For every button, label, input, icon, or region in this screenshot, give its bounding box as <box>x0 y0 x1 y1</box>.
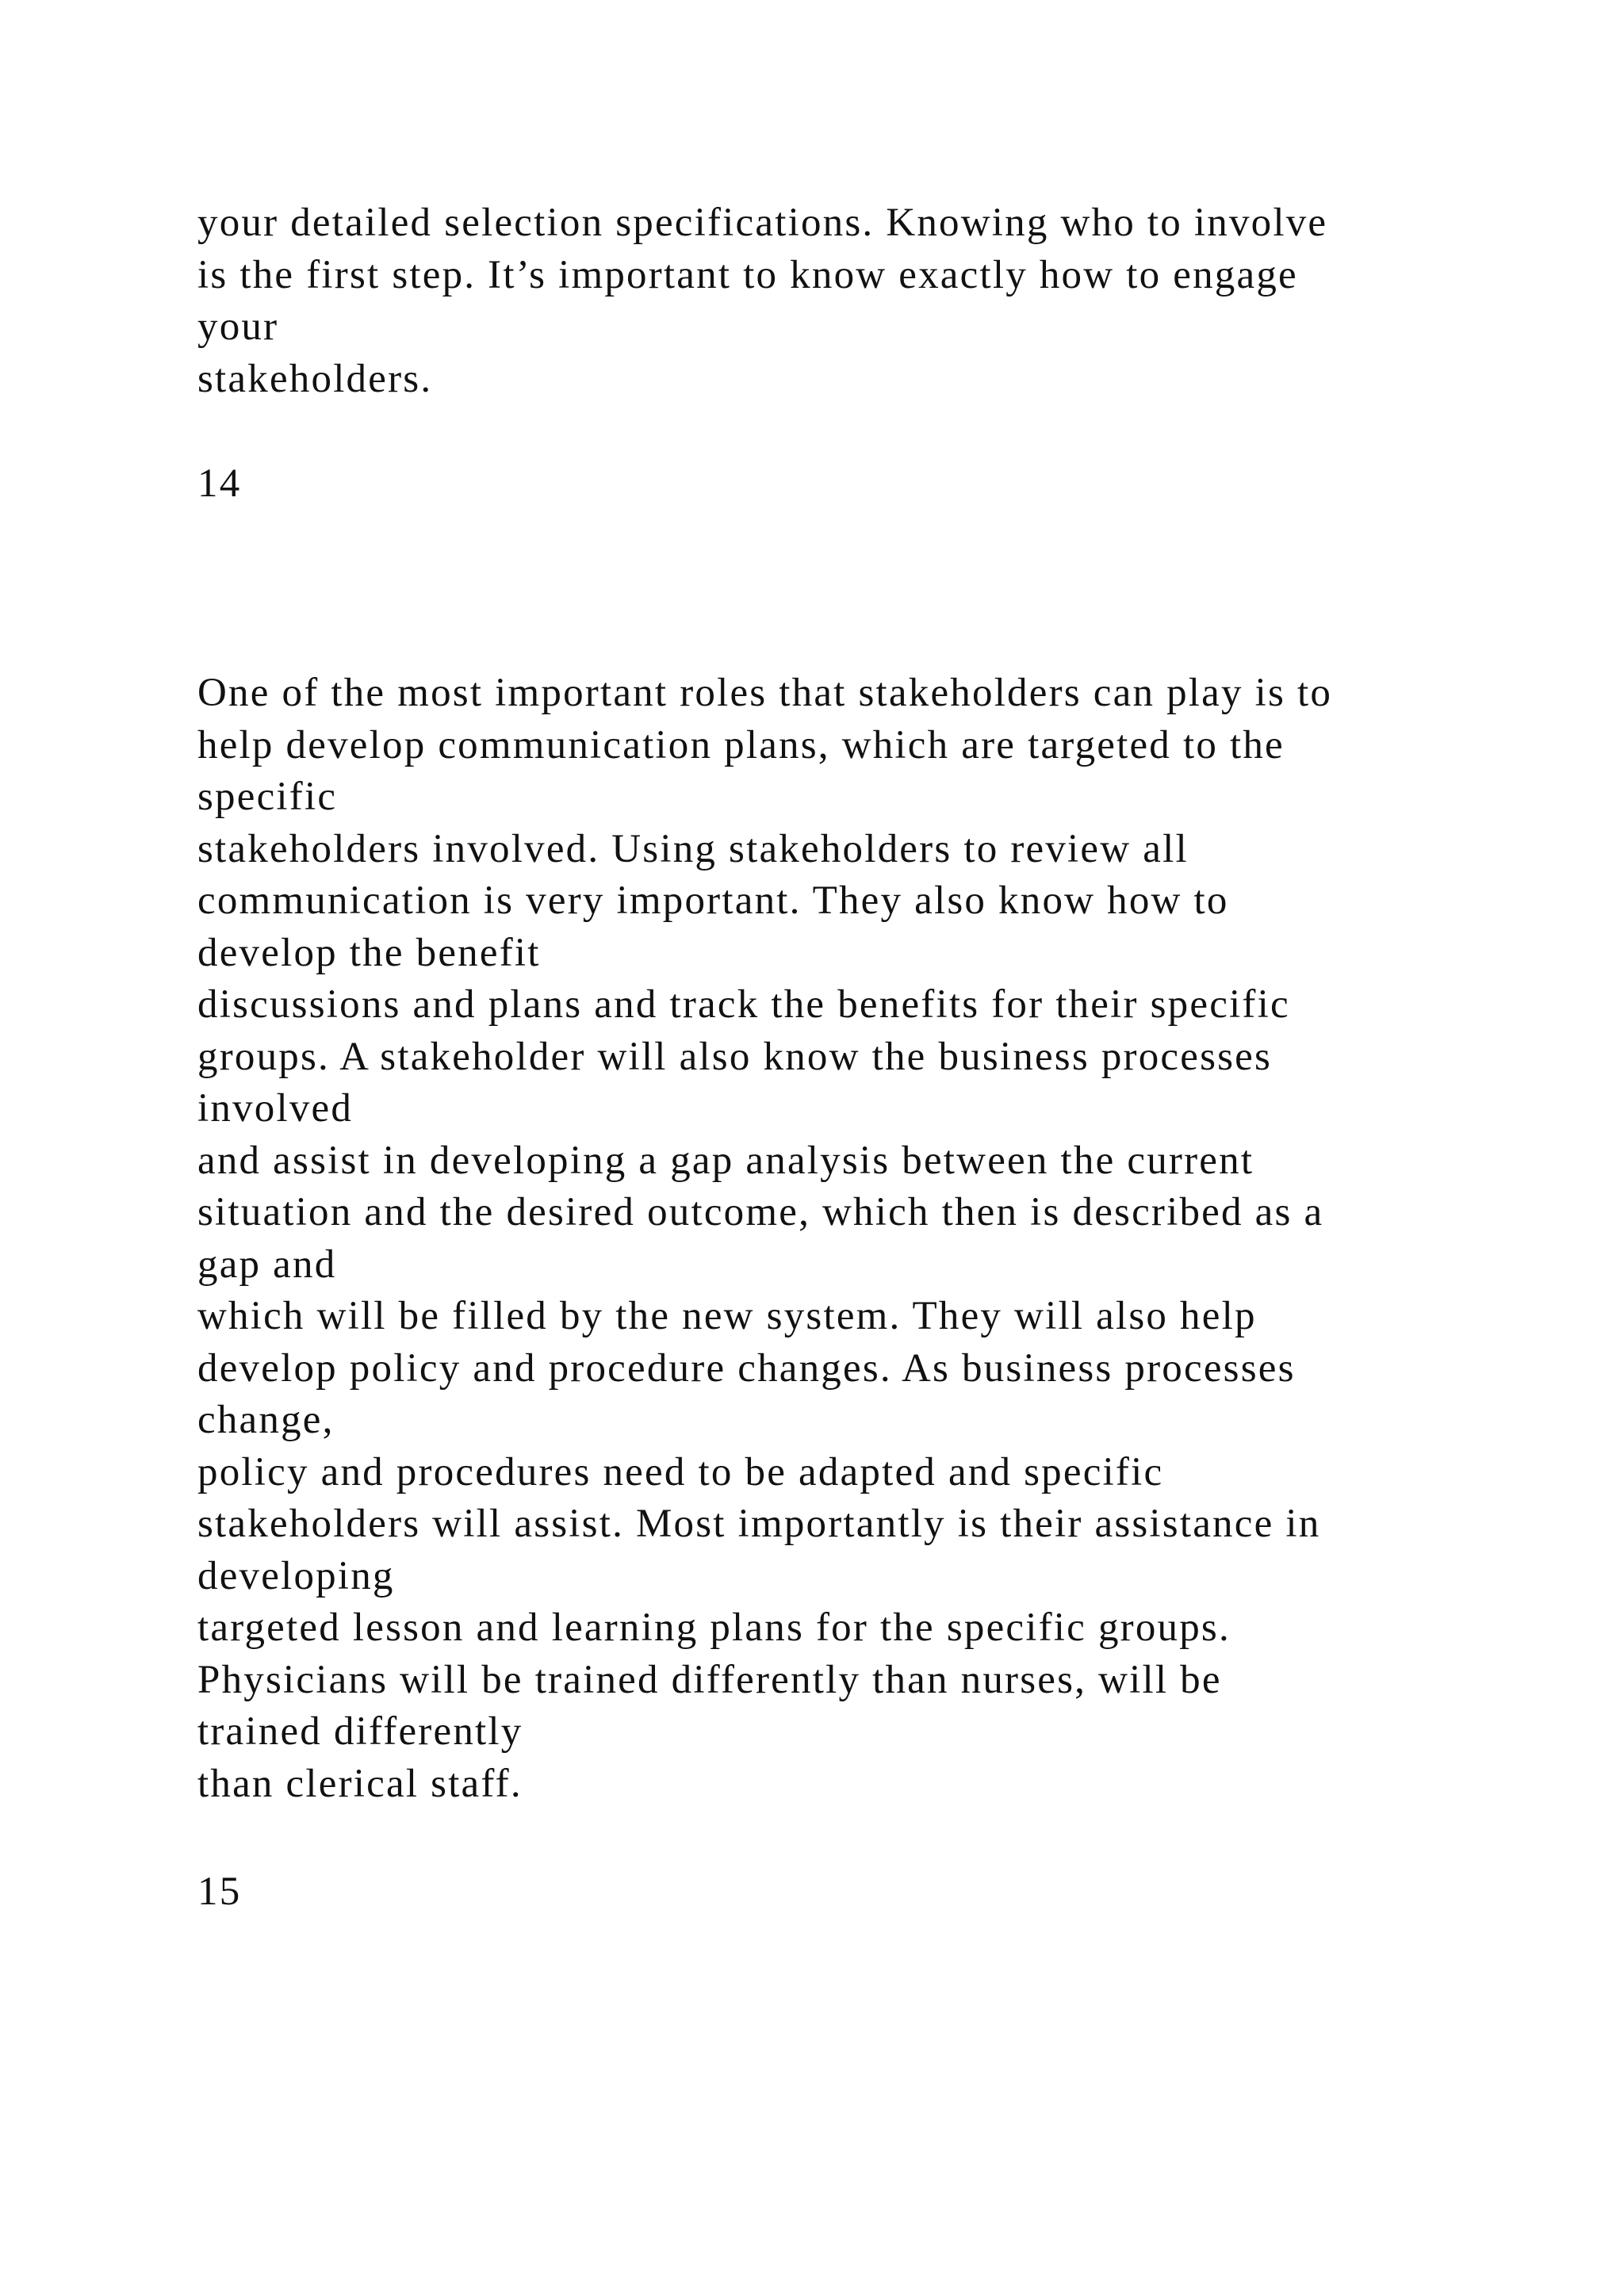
text-line: stakeholders involved. Using stakeholders to review all <box>197 826 1189 871</box>
page-number <box>197 458 241 511</box>
text-line: which will be filled by the new system. They will also help <box>197 1294 1257 1338</box>
page-number-text: 15 <box>197 1869 242 1914</box>
text-line: specific <box>197 775 338 819</box>
text-line: your <box>197 304 279 349</box>
page-number-text: 14 <box>197 461 242 506</box>
text-line: trained differently <box>197 1709 523 1754</box>
text-line: policy and procedures need to be adapted and specific <box>197 1449 1164 1494</box>
text-line: is the first step. It’s important to know exactly how to engage <box>197 252 1298 297</box>
text-line: stakeholders. <box>197 356 433 401</box>
paragraph-stakeholder-roles <box>197 668 1332 1810</box>
text-line: One of the most important roles that stakeholders can play is to <box>197 671 1333 715</box>
text-line: your detailed selection specifications. Knowing who to involve <box>197 201 1328 245</box>
text-line: develop the benefit <box>197 930 541 975</box>
text-line: groups. A stakeholder will also know the business processes <box>197 1034 1273 1079</box>
text-line: and assist in developing a gap analysis between the current <box>197 1138 1254 1183</box>
text-line: stakeholders will assist. Most importantly is their assistance in <box>197 1502 1321 1546</box>
text-line: develop policy and procedure changes. As business processes <box>197 1345 1296 1391</box>
text-line: gap and <box>197 1242 337 1287</box>
text-line: discussions and plans and track the benefits for their specific <box>197 982 1290 1027</box>
paragraph-stakeholder-engagement <box>197 197 1327 405</box>
text-line: change, <box>197 1398 335 1442</box>
text-line: than clerical staff. <box>197 1761 523 1806</box>
text-line: communication is very important. They also know how to <box>197 878 1229 923</box>
page-number <box>197 1866 241 1919</box>
text-line: help develop communication plans, which are targeted to the <box>197 722 1285 767</box>
text-line: developing <box>197 1553 395 1598</box>
text-line: targeted lesson and learning plans for the specific groups. <box>197 1605 1231 1650</box>
text-line: situation and the desired outcome, which then is described as a <box>197 1190 1324 1234</box>
text-line: involved <box>197 1086 354 1131</box>
text-line: Physicians will be trained differently than nurses, will be <box>197 1657 1222 1702</box>
